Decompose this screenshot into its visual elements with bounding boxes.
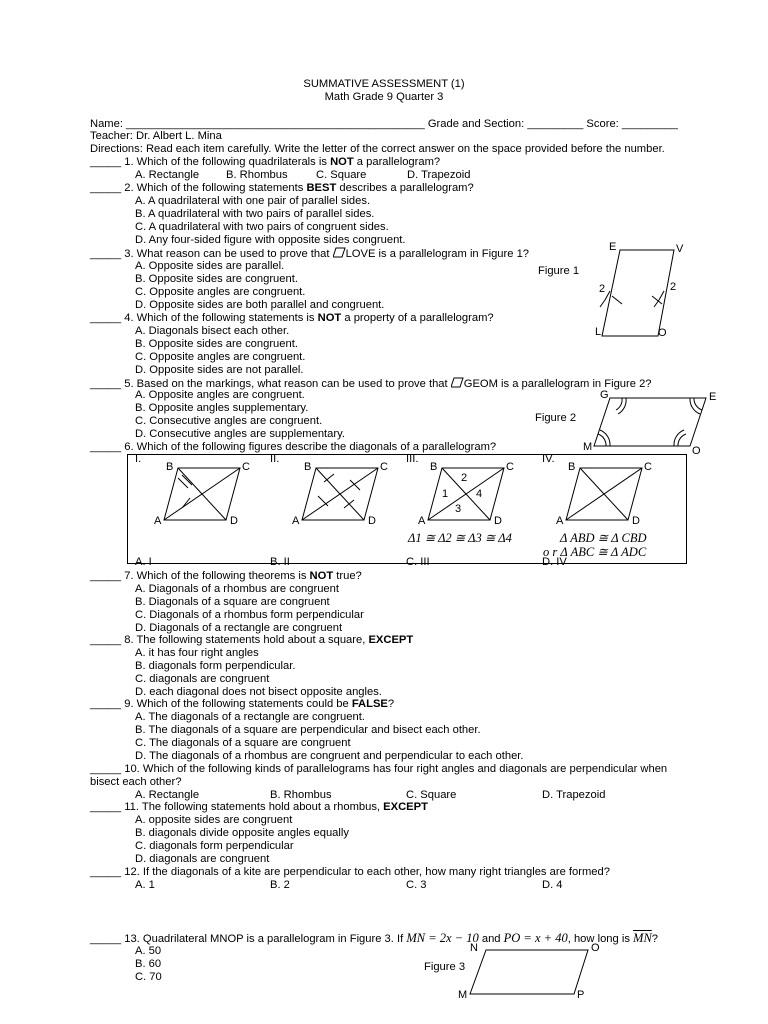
- choice: C. A quadrilateral with two pairs of congruent sides.: [135, 221, 389, 233]
- choice: A. 50: [135, 945, 162, 957]
- vertex-label: O: [591, 942, 600, 954]
- vertex-label: M: [583, 441, 593, 453]
- page-title: SUMMATIVE ASSESSMENT (1): [303, 78, 465, 90]
- question-10-cont: bisect each other?: [90, 776, 182, 788]
- panel-label: II.: [270, 453, 280, 465]
- choice: C. 70: [135, 971, 162, 983]
- panel-3-parallelogram: [414, 458, 518, 530]
- choice: B. diagonals form perpendicular.: [135, 660, 296, 672]
- choice: B. Opposite angles supplementary.: [135, 402, 309, 414]
- teacher-line: Teacher: Dr. Albert L. Mina: [90, 130, 222, 142]
- panel-4-equation-2: o r Δ ABC ≅ Δ ADC: [543, 545, 647, 559]
- question-8: _____ 8. The following statements hold about a square, EXCEPT: [90, 634, 414, 646]
- choice: D. IV: [542, 556, 567, 568]
- answer-blank[interactable]: _____: [90, 763, 122, 775]
- choice: D. each diagonal does not bisect opposite angles.: [135, 686, 382, 698]
- answer-blank[interactable]: _____: [90, 933, 122, 945]
- choice: B. Opposite sides are congruent.: [135, 338, 298, 350]
- choice: B. 2: [270, 879, 290, 891]
- svg-text:B: B: [430, 461, 438, 473]
- svg-text:D: D: [230, 515, 238, 527]
- question-7: _____ 7. Which of the following theorems is NOT true?: [90, 570, 362, 582]
- choice: B. diagonals divide opposite angles equally: [135, 827, 349, 839]
- choice: A. Opposite angles are congruent.: [135, 389, 305, 401]
- choice: A. Diagonals bisect each other.: [135, 325, 290, 337]
- svg-text:B: B: [568, 461, 576, 473]
- choice: D. Opposite sides are both parallel and congruent.: [135, 299, 385, 311]
- choice: B. 60: [135, 958, 162, 970]
- parallelogram-symbol-icon: [333, 247, 346, 258]
- question-4: _____ 4. Which of the following statements is NOT a property of a parallelogram?: [90, 312, 494, 324]
- svg-text:C: C: [644, 461, 652, 473]
- question-6: _____ 6. Which of the following figures describe the diagonals of a parallelogram?: [90, 441, 497, 453]
- choice: B. Rhombus: [226, 169, 288, 181]
- answer-blank[interactable]: _____: [90, 182, 122, 194]
- choice: D. Any four-sided figure with opposite sides congruent.: [135, 234, 406, 246]
- panel-4-equation-1: Δ ABD ≅ Δ CBD: [560, 531, 647, 545]
- choice: D. 4: [542, 879, 563, 891]
- vertex-label: E: [609, 241, 617, 253]
- choice: C. Consecutive angles are congruent.: [135, 415, 323, 427]
- question-13: _____ 13. Quadrilateral MNOP is a parallelogram in Figure 3. If MN = 2x − 10 and PO = x + 40, how long is $\overline{MN}$?: [90, 931, 659, 945]
- vertex-label: N: [470, 942, 478, 954]
- choice: B. II: [270, 556, 290, 568]
- choice: B. Rhombus: [270, 789, 332, 801]
- panel-label: I.: [135, 453, 142, 465]
- svg-text:1: 1: [442, 488, 449, 500]
- mark-label: 2: [670, 281, 677, 293]
- choice: C. Square: [316, 169, 367, 181]
- svg-text:3: 3: [455, 503, 462, 515]
- question-1: _____ 1. Which of the following quadrilaterals is NOT a parallelogram?: [90, 156, 441, 168]
- question-10: _____ 10. Which of the following kinds of parallelograms has four right angles and diagonals are perpendicular when: [90, 763, 668, 775]
- answer-blank[interactable]: _____: [90, 441, 122, 453]
- svg-text:B: B: [304, 461, 312, 473]
- svg-text:A: A: [418, 515, 426, 527]
- choice: C. Opposite angles are congruent.: [135, 286, 306, 298]
- figure-2-label: Figure 2: [535, 412, 577, 424]
- directions: Directions: Read each item carefully. Write the letter of the correct answer on the space provided before the number.: [90, 143, 665, 155]
- question-5: _____ 5. Based on the markings, what reason can be used to prove that GEOM is a parallelogram in Figure 2?: [90, 378, 652, 390]
- vertex-label: O: [692, 445, 701, 457]
- svg-text:C: C: [506, 461, 514, 473]
- question-9: _____ 9. Which of the following statements could be FALSE?: [90, 698, 395, 710]
- figure-3-parallelogram: [456, 938, 600, 1004]
- choice: A. Diagonals of a rhombus are congruent: [135, 583, 339, 595]
- svg-text:C: C: [242, 461, 250, 473]
- choice: B. Diagonals of a square are congruent: [135, 596, 330, 608]
- svg-text:D: D: [494, 515, 502, 527]
- panel-3-equation: Δ1 ≅ Δ2 ≅ Δ3 ≅ Δ4: [408, 531, 512, 545]
- choice: B. The diagonals of a square are perpendicular and bisect each other.: [135, 724, 481, 736]
- answer-blank[interactable]: _____: [90, 866, 122, 878]
- question-12: _____ 12. If the diagonals of a kite are perpendicular to each other, how many right triangles are formed?: [90, 866, 610, 878]
- choice: C. III: [406, 556, 430, 568]
- svg-text:D: D: [632, 515, 640, 527]
- answer-blank[interactable]: _____: [90, 248, 122, 260]
- answer-blank[interactable]: _____: [90, 801, 122, 813]
- question-2: _____ 2. Which of the following statements BEST describes a parallelogram?: [90, 182, 474, 194]
- choice: D. Trapezoid: [542, 789, 606, 801]
- svg-text:C: C: [380, 461, 388, 473]
- figure-2-parallelogram: [578, 386, 722, 458]
- panel-4-parallelogram: [552, 458, 652, 530]
- vertex-label: L: [595, 326, 602, 338]
- panel-1-parallelogram: [150, 458, 250, 530]
- choice: C. Square: [406, 789, 457, 801]
- choice: A. opposite sides are congruent: [135, 814, 293, 826]
- figure-3-label: Figure 3: [424, 961, 466, 973]
- choice: C. Diagonals of a rhombus form perpendicular: [135, 609, 364, 621]
- choice: D. Diagonals of a rectangle are congruent: [135, 622, 343, 634]
- mark-label: 2: [599, 283, 606, 295]
- choice: A. The diagonals of a rectangle are congruent.: [135, 711, 365, 723]
- choice: C. diagonals are congruent: [135, 673, 270, 685]
- svg-text:2: 2: [461, 472, 468, 484]
- choice: D. Consecutive angles are supplementary.: [135, 428, 345, 440]
- question-3: _____ 3. What reason can be used to prove that LOVE is a parallelogram in Figure 1?: [90, 248, 530, 260]
- choice: A. A quadrilateral with one pair of parallel sides.: [135, 195, 371, 207]
- panel-2-parallelogram: [288, 458, 388, 530]
- choice: D. Trapezoid: [407, 169, 471, 181]
- choice: A. Opposite sides are parallel.: [135, 260, 285, 272]
- answer-blank[interactable]: _____: [90, 378, 122, 390]
- choice: D. diagonals are congruent: [135, 853, 270, 865]
- vertex-label: V: [676, 243, 684, 255]
- question-11: _____ 11. The following statements hold about a rhombus, EXCEPT: [90, 801, 428, 813]
- vertex-label: P: [577, 989, 585, 1001]
- vertex-label: O: [658, 327, 667, 339]
- figure-1-parallelogram: [588, 238, 698, 342]
- panel-label: IV.: [542, 453, 555, 465]
- answer-blank[interactable]: _____: [90, 570, 122, 582]
- page-subtitle: Math Grade 9 Quarter 3: [324, 91, 444, 103]
- choice: A. I: [135, 556, 152, 568]
- choice: D. The diagonals of a rhombus are congruent and perpendicular to each other.: [135, 750, 524, 762]
- choice: B. A quadrilateral with two pairs of parallel sides.: [135, 208, 375, 220]
- figure-1-label: Figure 1: [538, 265, 580, 277]
- answer-blank[interactable]: _____: [90, 634, 122, 646]
- choice: C. Opposite angles are congruent.: [135, 351, 306, 363]
- name-line[interactable]: Name: ________________________________________________ Grade and Section: _________ Score: _________: [90, 118, 678, 130]
- svg-text:B: B: [166, 461, 174, 473]
- choice: D. Opposite sides are not parallel.: [135, 364, 304, 376]
- vertex-label: M: [458, 989, 468, 1001]
- choice: C. The diagonals of a square are congruent: [135, 737, 351, 749]
- answer-blank[interactable]: _____: [90, 698, 122, 710]
- choice: A. 1: [135, 879, 155, 891]
- svg-text:D: D: [368, 515, 376, 527]
- svg-text:A: A: [154, 515, 162, 527]
- svg-text:A: A: [556, 515, 564, 527]
- choice: A. Rectangle: [135, 169, 200, 181]
- vertex-label: E: [709, 391, 717, 403]
- choice: A. it has four right angles: [135, 647, 259, 659]
- svg-text:4: 4: [476, 488, 483, 500]
- svg-text:A: A: [292, 515, 300, 527]
- choice: C. diagonals form perpendicular: [135, 840, 294, 852]
- choice: C. 3: [406, 879, 427, 891]
- answer-blank[interactable]: _____: [90, 312, 122, 324]
- choice: A. Rectangle: [135, 789, 200, 801]
- choice: B. Opposite sides are congruent.: [135, 273, 298, 285]
- parallelogram-symbol-icon: [451, 377, 464, 388]
- vertex-label: G: [600, 389, 609, 401]
- panel-label: III.: [406, 453, 419, 465]
- answer-blank[interactable]: _____: [90, 156, 122, 168]
